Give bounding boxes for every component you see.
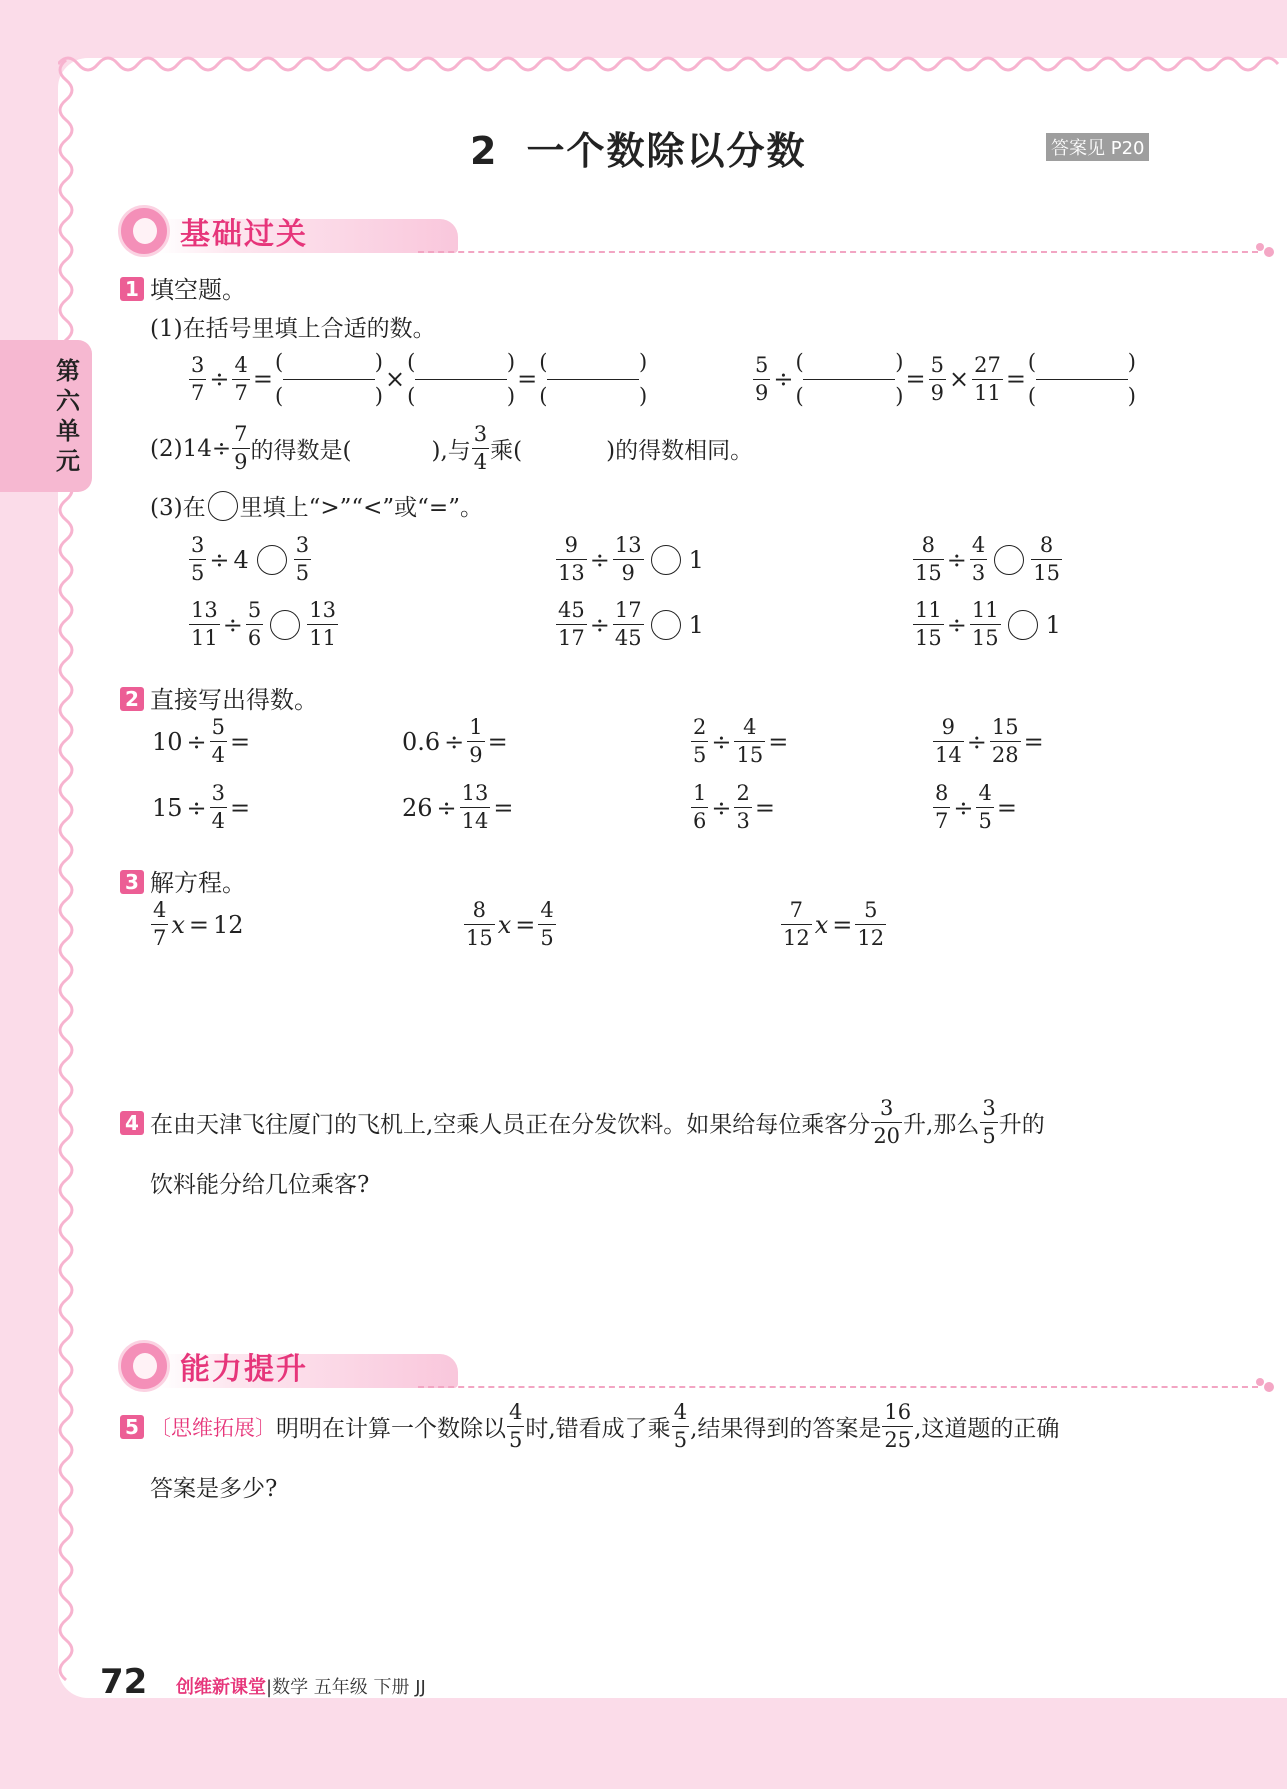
question-4-line2: 饮料能分给几位乘客? <box>150 1172 370 1198</box>
fraction: $\frac{27}{11}$ <box>974 352 1001 405</box>
fraction: $\frac{7}{12}$ <box>783 898 810 950</box>
fraction: $\frac{13}{9}$ <box>614 533 642 585</box>
calc-item <box>690 717 790 766</box>
fraction: $\frac{4}{5}$ <box>540 898 554 950</box>
footer-brand: 创维新课堂 <box>176 1677 266 1698</box>
lesson-title-text: 一个数除以分数 <box>526 129 807 173</box>
q1-expr-a <box>188 350 647 408</box>
fraction: $\frac{4}{5}$ <box>978 781 992 833</box>
number: 1 <box>688 545 704 574</box>
text: 升,那么 <box>903 1112 980 1138</box>
equation-item <box>780 900 887 949</box>
section-divider <box>418 1386 1258 1388</box>
character-avatar-icon <box>118 205 170 257</box>
operator: ÷ <box>186 793 207 822</box>
operator: ÷ <box>966 727 987 756</box>
operator: ÷ <box>946 545 967 574</box>
wave-border-top <box>58 46 1287 72</box>
blank-fraction[interactable]: ( ) ( ) <box>795 350 904 408</box>
fraction: $\frac{8}{15}$ <box>466 898 493 950</box>
fraction: $\frac{9}{14}$ <box>935 715 962 767</box>
fraction: $\frac{4}{3}$ <box>971 533 986 585</box>
fraction: $\frac{8}{15}$ <box>1033 533 1060 585</box>
section-label: 能力提升 <box>180 1352 308 1387</box>
operator: ÷ <box>711 793 732 822</box>
fraction: $\frac{2}{5}$ <box>693 715 707 767</box>
unit-side-tab <box>0 340 92 492</box>
question-title: 直接写出得数。 <box>150 686 318 714</box>
fraction: $\frac{45}{17}$ <box>558 598 585 650</box>
question-title: 填空题。 <box>150 276 246 304</box>
compare-circle-blank[interactable] <box>651 545 681 575</box>
fraction: $\frac{2}{3}$ <box>736 781 750 833</box>
circle-icon <box>208 491 238 521</box>
fraction: $\frac{11}{15}$ <box>971 598 999 650</box>
compare-circle-blank[interactable] <box>270 610 300 640</box>
footer-sep: | <box>266 1677 273 1698</box>
number: 15 <box>152 793 183 822</box>
fraction: $\frac{1}{9}$ <box>469 715 483 767</box>
compare-circle-blank[interactable] <box>257 545 287 575</box>
q1-expr-b <box>752 350 1136 408</box>
question-3-heading <box>120 863 246 898</box>
text: 里填上“>”“<”或“=”。 <box>239 495 483 521</box>
q1-sub1-label: (1)在括号里填上合适的数。 <box>150 316 436 342</box>
fraction: $\frac{5}{12}$ <box>857 898 885 950</box>
compare-item <box>912 600 1063 649</box>
operator: = <box>493 793 514 822</box>
fraction: $\frac{8}{15}$ <box>915 533 942 585</box>
operator: = <box>754 793 775 822</box>
fraction: $\frac{16}{25}$ <box>884 1400 912 1452</box>
section-label: 基础过关 <box>180 217 308 252</box>
operator: ÷ <box>444 727 465 756</box>
variable: x <box>171 910 185 939</box>
fraction: $\frac{5}{4}$ <box>211 715 226 767</box>
wave-border-left <box>50 60 76 1690</box>
operator: = <box>996 793 1017 822</box>
fraction: $\frac{17}{45}$ <box>614 598 642 650</box>
text: 在由天津飞往厦门的飞机上,空乘人员正在分发饮料。如果给每位乘客分 <box>150 1112 871 1138</box>
q1-sub2 <box>150 424 753 473</box>
equation-item <box>150 900 246 949</box>
operator: ÷ <box>222 610 243 639</box>
operator: ÷ <box>946 610 967 639</box>
compare-item <box>188 535 312 584</box>
question-2-heading <box>120 680 318 715</box>
number: 0.6 <box>402 727 441 756</box>
fraction: $\frac{4}{15}$ <box>736 715 764 767</box>
lesson-number: 2 <box>470 129 499 173</box>
fraction: $\frac{3}{5}$ <box>295 533 310 585</box>
fraction: $\frac{1}{6}$ <box>693 781 707 833</box>
footer-info <box>176 1673 426 1699</box>
blank-fraction[interactable]: ( ) ( ) <box>539 350 648 408</box>
fraction: $\frac{3}{20}$ <box>873 1096 901 1148</box>
operator: = <box>517 365 538 393</box>
fraction: $\frac{9}{13}$ <box>558 533 585 585</box>
text: (3)在 <box>150 495 206 521</box>
text: ),与 <box>431 438 471 464</box>
tag-thinking-extension: 〔思维拓展〕 <box>150 1415 276 1440</box>
fraction: $\frac{15}{28}$ <box>991 715 1019 767</box>
question-number-badge: 3 <box>120 870 144 894</box>
blank-fraction[interactable]: ( ) ( ) <box>407 350 516 408</box>
decor-dots-icon <box>1256 1378 1276 1394</box>
operator: ÷ <box>209 365 230 393</box>
fraction: $\frac{5}{9}$ <box>930 352 944 405</box>
operator: ÷ <box>209 545 230 574</box>
calc-item <box>400 717 510 766</box>
text: ,结果得到的答案是 <box>690 1416 882 1442</box>
number: 4 <box>233 545 249 574</box>
compare-item <box>912 535 1063 584</box>
question-title: 解方程。 <box>150 869 246 897</box>
operator: × <box>948 365 970 393</box>
operator: = <box>487 727 508 756</box>
fraction: $\frac{13}{14}$ <box>461 781 489 833</box>
calc-item <box>690 783 777 832</box>
page-number: 72 <box>100 1662 148 1702</box>
operator: = <box>188 910 210 939</box>
fraction: $\frac{3}{4}$ <box>211 781 226 833</box>
compare-circle-blank[interactable] <box>1008 610 1038 640</box>
text: 升的 <box>998 1112 1045 1138</box>
number: 1 <box>1045 610 1061 639</box>
variable: x <box>497 910 512 939</box>
lesson-title <box>470 120 806 175</box>
fraction: $\frac{4}{7}$ <box>153 898 167 950</box>
question-number-badge: 5 <box>120 1415 144 1439</box>
compare-item <box>555 535 706 584</box>
number: 26 <box>402 793 433 822</box>
fraction: $\frac{5}{9}$ <box>755 352 769 405</box>
compare-item <box>555 600 706 649</box>
q1-sub3-label <box>150 489 483 522</box>
operator: ÷ <box>711 727 732 756</box>
fraction: $\frac{4}{5}$ <box>509 1400 523 1452</box>
operator: = <box>905 365 926 393</box>
question-1-heading <box>120 270 246 305</box>
operator: = <box>230 727 251 756</box>
text: ,这道题的正确 <box>914 1416 1060 1442</box>
calc-item <box>932 717 1046 766</box>
fraction: $\frac{3}{5}$ <box>982 1096 996 1148</box>
text: (2)14÷ <box>150 435 232 462</box>
question-5-line1 <box>120 1402 1059 1451</box>
footer-book-info: 数学 五年级 下册 JJ <box>272 1677 426 1698</box>
text: )的得数相同。 <box>606 438 754 464</box>
operator: ÷ <box>589 610 610 639</box>
operator: = <box>515 910 536 939</box>
blank-fraction[interactable]: ( ) ( ) <box>1027 350 1136 408</box>
question-number-badge: 2 <box>120 687 144 711</box>
fraction: $\frac{8}{7}$ <box>935 781 949 833</box>
section-header-basic <box>118 205 1278 257</box>
calc-item <box>150 783 252 832</box>
operator: ÷ <box>186 727 207 756</box>
compare-circle-blank[interactable] <box>994 545 1024 575</box>
calc-item <box>400 783 516 832</box>
fraction: $\frac{3}{4}$ <box>473 422 488 474</box>
operator: ÷ <box>589 545 610 574</box>
operator: = <box>832 910 853 939</box>
fraction: $\frac{5}{6}$ <box>247 598 262 650</box>
compare-circle-blank[interactable] <box>651 610 681 640</box>
number: 10 <box>152 727 183 756</box>
operator: = <box>768 727 789 756</box>
operator: = <box>230 793 251 822</box>
calc-item <box>932 783 1019 832</box>
operator: ÷ <box>953 793 974 822</box>
calc-item <box>150 717 252 766</box>
fraction: $\frac{4}{7}$ <box>234 352 248 405</box>
fraction: $\frac{13}{11}$ <box>309 598 336 650</box>
section-divider <box>418 251 1258 253</box>
fraction: $\frac{3}{7}$ <box>191 352 205 405</box>
unit-side-tab-label: 第六单元 <box>56 357 80 475</box>
character-avatar-icon <box>118 1340 170 1392</box>
operator: ÷ <box>773 365 794 393</box>
text: 的得数是( <box>250 438 352 464</box>
text: 乘( <box>490 438 523 464</box>
fraction: $\frac{4}{5}$ <box>673 1400 688 1452</box>
fraction: $\frac{3}{5}$ <box>191 533 205 585</box>
operator: = <box>252 365 273 393</box>
fraction: $\frac{11}{15}$ <box>915 598 942 650</box>
number: 1 <box>688 610 704 639</box>
fraction: $\frac{7}{9}$ <box>234 422 248 474</box>
question-number-badge: 1 <box>120 277 144 301</box>
text: 明明在计算一个数除以 <box>276 1416 506 1442</box>
blank-fraction[interactable]: ( ) ( ) <box>274 350 383 408</box>
compare-item <box>188 600 339 649</box>
answer-ref-badge: 答案见 P20 <box>1046 133 1149 161</box>
equation-item <box>463 900 557 949</box>
question-4-line1 <box>120 1098 1045 1147</box>
question-5-line2: 答案是多少? <box>150 1476 278 1502</box>
operator: = <box>1005 365 1026 393</box>
number: 12 <box>213 910 244 939</box>
section-header-advanced <box>118 1340 1278 1392</box>
text: 时,错看成了乘 <box>525 1416 671 1442</box>
operator: ÷ <box>436 793 457 822</box>
operator: = <box>1023 727 1044 756</box>
decor-dots-icon <box>1256 243 1276 259</box>
operator: × <box>384 365 406 393</box>
fraction: $\frac{13}{11}$ <box>191 598 218 650</box>
variable: x <box>814 910 829 939</box>
question-number-badge: 4 <box>120 1111 144 1135</box>
